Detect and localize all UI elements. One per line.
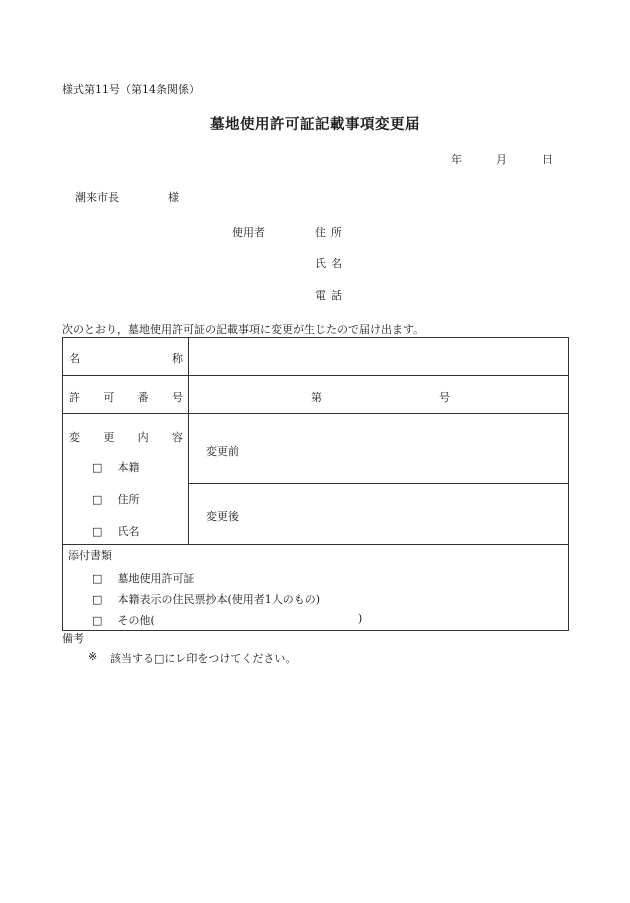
date-year-label: 年 bbox=[451, 153, 462, 166]
checkbox-icon[interactable]: □ bbox=[92, 461, 103, 474]
change-content-cell bbox=[63, 414, 189, 545]
permit-label-char: 可 bbox=[103, 391, 115, 404]
name-label: 氏名 bbox=[315, 257, 347, 270]
attachment-item-other[interactable] bbox=[92, 612, 568, 628]
remarks-mark: ※ bbox=[88, 650, 98, 663]
permit-prefix: 第 bbox=[311, 391, 322, 404]
attachment-item-permit[interactable] bbox=[92, 570, 568, 586]
change-option-label: 住所 bbox=[117, 493, 140, 506]
attachment-item-label: 墓地使用許可証 bbox=[117, 572, 195, 585]
attachments-row bbox=[63, 545, 569, 631]
change-label-char: 変 bbox=[69, 431, 80, 444]
before-cell[interactable] bbox=[189, 414, 569, 484]
permit-suffix: 号 bbox=[439, 391, 450, 404]
attachments-cell bbox=[63, 545, 569, 631]
attachment-item-resident-record[interactable] bbox=[92, 591, 568, 607]
name-row bbox=[63, 338, 569, 376]
checkbox-icon[interactable]: □ bbox=[92, 572, 103, 585]
checkbox-icon[interactable]: □ bbox=[92, 614, 103, 627]
change-option-address[interactable] bbox=[92, 491, 188, 507]
remarks-note: 該当する□にレ印をつけてください。 bbox=[110, 652, 297, 665]
name-label-char: 名 bbox=[69, 352, 80, 365]
name-label-cell bbox=[63, 338, 189, 376]
remarks-label: 備考 bbox=[62, 632, 84, 645]
addressee-honorific: 様 bbox=[168, 191, 179, 204]
phone-label: 電話 bbox=[315, 289, 347, 302]
other-close-paren: ) bbox=[358, 612, 363, 625]
permit-label-char: 号 bbox=[171, 391, 183, 404]
checkbox-icon[interactable]: □ bbox=[92, 493, 103, 506]
change-option-label: 本籍 bbox=[117, 461, 140, 474]
before-label: 変更前 bbox=[206, 445, 239, 458]
change-before-row bbox=[63, 414, 569, 484]
change-label-char: 更 bbox=[103, 431, 115, 444]
change-option-honseki[interactable] bbox=[92, 459, 188, 475]
date-day-label: 日 bbox=[542, 153, 553, 166]
address-label: 住所 bbox=[315, 226, 347, 239]
attachment-item-label: 本籍表示の住民票抄本(使用者1人のもの) bbox=[117, 593, 321, 606]
page-title: 墓地使用許可証記載事項変更届 bbox=[210, 116, 420, 133]
after-label: 変更後 bbox=[206, 510, 239, 523]
permit-label-cell bbox=[63, 376, 189, 414]
form-number: 様式第11号（第14条関係） bbox=[62, 83, 200, 96]
change-option-name[interactable] bbox=[92, 523, 188, 539]
intro-text: 次のとおり，墓地使用許可証の記載事項に変更が生じたので届け出ます。 bbox=[62, 323, 425, 336]
checkbox-icon[interactable]: □ bbox=[92, 593, 103, 606]
addressee-mayor: 潮来市長 bbox=[75, 191, 119, 204]
attachment-item-label: その他( bbox=[117, 614, 155, 627]
permit-row bbox=[63, 376, 569, 414]
permit-label-char: 許 bbox=[69, 391, 80, 404]
applicant-role: 使用者 bbox=[232, 226, 265, 239]
permit-value-cell[interactable] bbox=[189, 376, 569, 414]
name-label-char: 称 bbox=[172, 352, 183, 365]
change-label-char: 内 bbox=[137, 431, 149, 444]
change-option-label: 氏名 bbox=[117, 525, 140, 538]
after-cell[interactable] bbox=[189, 484, 569, 545]
change-label-char: 容 bbox=[171, 431, 183, 444]
attachments-label: 添付書類 bbox=[68, 549, 112, 562]
name-value-cell[interactable] bbox=[189, 338, 569, 376]
change-form-table bbox=[62, 337, 569, 631]
checkbox-icon[interactable]: □ bbox=[92, 525, 103, 538]
permit-label-char: 番 bbox=[137, 391, 149, 404]
date-month-label: 月 bbox=[496, 153, 507, 166]
